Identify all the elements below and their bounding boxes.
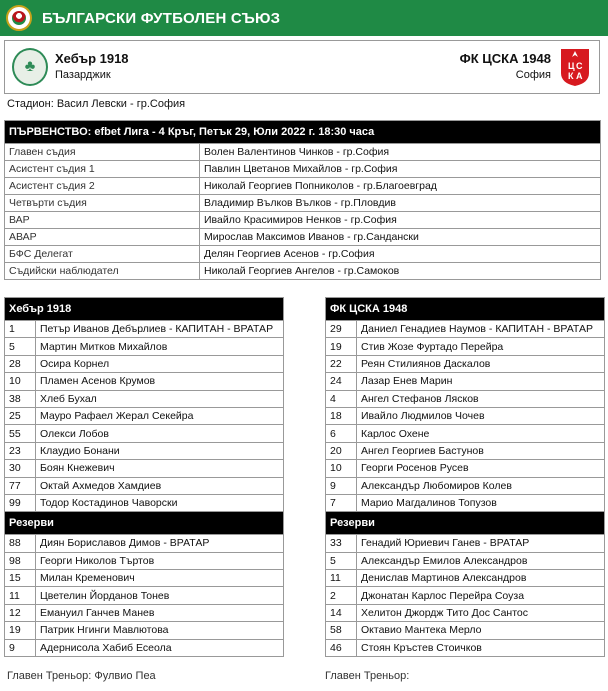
player-name: Мартин Митков Михайлов: [36, 338, 284, 355]
official-row: [5, 144, 601, 161]
player-name: Даниел Генадиев Наумов - КАПИТАН - ВРАТАР: [357, 321, 605, 338]
home-sub-row: [5, 639, 284, 656]
player-number: 11: [326, 570, 357, 587]
home-player-row: [5, 321, 284, 338]
home-lineup-header: [5, 298, 284, 321]
away-player-row: [326, 355, 605, 372]
officials-table: [4, 120, 601, 280]
official-row: [5, 263, 601, 280]
player-name: Георги Росенов Русев: [357, 460, 605, 477]
player-name: Ивайло Людмилов Чочев: [357, 407, 605, 424]
away-player-row: [326, 442, 605, 459]
player-number: 6: [326, 425, 357, 442]
player-name: Георги Николов Търтов: [36, 552, 284, 569]
player-number: 9: [326, 477, 357, 494]
player-name: Мауро Рафаел Жерал Секейра: [36, 407, 284, 424]
player-number: 15: [5, 570, 36, 587]
official-role: Главен съдия: [5, 144, 200, 161]
player-name: Емануил Ганчев Манев: [36, 604, 284, 621]
official-row: [5, 195, 601, 212]
official-name: Ивайло Красимиров Ненков - гр.София: [200, 212, 601, 229]
away-team-name: ФК ЦСКА 1948: [459, 51, 551, 66]
player-number: 99: [5, 494, 36, 511]
player-name: Осира Корнел: [36, 355, 284, 372]
player-number: 5: [326, 552, 357, 569]
player-name: Цветелин Йорданов Тонев: [36, 587, 284, 604]
player-name: Александър Любомиров Колев: [357, 477, 605, 494]
away-lineup-title: ФК ЦСКА 1948: [326, 298, 605, 321]
home-team-name: Хебър 1918: [55, 51, 129, 66]
player-name: Клаудио Бонани: [36, 442, 284, 459]
player-number: 22: [326, 355, 357, 372]
home-player-row: [5, 460, 284, 477]
away-sub-row: [326, 639, 605, 656]
player-name: Александър Емилов Александров: [357, 552, 605, 569]
home-sub-row: [5, 622, 284, 639]
svg-text:Ц: Ц: [568, 61, 575, 71]
home-player-row: [5, 390, 284, 407]
official-role: АВАР: [5, 229, 200, 246]
away-sub-row: [326, 535, 605, 552]
player-name: Хелитон Джордж Тито Дос Сантос: [357, 604, 605, 621]
svg-text:С: С: [576, 61, 583, 71]
official-role: Съдийски наблюдател: [5, 263, 200, 280]
stadium-info: Стадион: Васил Левски - гр.София: [7, 98, 186, 110]
player-number: 28: [5, 355, 36, 372]
official-name: Волен Валентинов Чинков - гр.София: [200, 144, 601, 161]
player-number: 98: [5, 552, 36, 569]
player-name: Стоян Кръстев Стоичков: [357, 639, 605, 656]
official-role: Асистент съдия 2: [5, 178, 200, 195]
official-row: [5, 229, 601, 246]
player-name: Денислав Мартинов Александров: [357, 570, 605, 587]
match-info: ПЪРВЕНСТВО: efbet Лига - 4 Кръг, Петък 29, Юли 2022 г. 18:30 часа: [5, 121, 601, 144]
official-role: ВАР: [5, 212, 200, 229]
home-coach: Главен Треньор: Фулвио Пеа: [7, 670, 156, 682]
player-name: Боян Кнежевич: [36, 460, 284, 477]
player-name: Петър Иванов Дебърлиев - КАПИТАН - ВРАТАР: [36, 321, 284, 338]
player-number: 9: [5, 639, 36, 656]
player-name: Милан Кременович: [36, 570, 284, 587]
away-sub-row: [326, 604, 605, 621]
away-player-row: [326, 477, 605, 494]
away-sub-row: [326, 622, 605, 639]
player-number: 23: [5, 442, 36, 459]
player-number: 19: [326, 338, 357, 355]
player-number: 46: [326, 639, 357, 656]
official-name: Мирослав Максимов Иванов - гр.Сандански: [200, 229, 601, 246]
player-name: Хлеб Бухал: [36, 390, 284, 407]
official-row: [5, 212, 601, 229]
home-player-row: [5, 442, 284, 459]
home-lineup-table: [4, 297, 284, 657]
home-team-logo: ♣: [12, 48, 48, 86]
home-sub-row: [5, 570, 284, 587]
player-name: Адернисола Хабиб Есеола: [36, 639, 284, 656]
player-name: Олекси Лобов: [36, 425, 284, 442]
home-player-row: [5, 355, 284, 372]
player-number: 10: [326, 460, 357, 477]
player-number: 33: [326, 535, 357, 552]
player-name: Диян Бориславов Димов - ВРАТАР: [36, 535, 284, 552]
official-role: Четвърти съдия: [5, 195, 200, 212]
player-number: 1: [5, 321, 36, 338]
home-player-row: [5, 494, 284, 511]
federation-header: [0, 0, 608, 36]
player-number: 58: [326, 622, 357, 639]
player-name: Карлос Охене: [357, 425, 605, 442]
away-player-row: [326, 338, 605, 355]
federation-logo: [6, 5, 32, 31]
player-name: Пламен Асенов Крумов: [36, 373, 284, 390]
player-name: Марио Магдалинов Топузов: [357, 494, 605, 511]
official-name: Николай Георгиев Ангелов - гр.Самоков: [200, 263, 601, 280]
away-player-row: [326, 373, 605, 390]
federation-title: БЪЛГАРСКИ ФУТБОЛЕН СЪЮЗ: [42, 9, 281, 27]
player-name: Ангел Стефанов Лясков: [357, 390, 605, 407]
player-number: 10: [5, 373, 36, 390]
player-name: Генадий Юриевич Ганев - ВРАТАР: [357, 535, 605, 552]
away-player-row: [326, 425, 605, 442]
player-number: 12: [5, 604, 36, 621]
player-number: 20: [326, 442, 357, 459]
official-role: Асистент съдия 1: [5, 161, 200, 178]
teams-panel: [4, 40, 600, 94]
player-number: 7: [326, 494, 357, 511]
player-name: Октай Ахмедов Хамдиев: [36, 477, 284, 494]
away-team-city: София: [515, 69, 551, 81]
away-player-row: [326, 460, 605, 477]
home-player-row: [5, 338, 284, 355]
player-number: 11: [5, 587, 36, 604]
player-name: Тодор Костадинов Чаворски: [36, 494, 284, 511]
home-sub-row: [5, 552, 284, 569]
official-name: Павлин Цветанов Михайлов - гр.София: [200, 161, 601, 178]
official-name: Делян Георгиев Асенов - гр.София: [200, 246, 601, 263]
official-name: Николай Георгиев Попниколов - гр.Благоевград: [200, 178, 601, 195]
official-name: Владимир Вълков Вълков - гр.Пловдив: [200, 195, 601, 212]
away-sub-row: [326, 570, 605, 587]
match-info-row: [5, 121, 601, 144]
away-sub-row: [326, 587, 605, 604]
player-number: 4: [326, 390, 357, 407]
player-name: Лазар Енев Марин: [357, 373, 605, 390]
home-sub-row: [5, 587, 284, 604]
player-name: Патрик Нгинги Мавлютова: [36, 622, 284, 639]
svg-text:А: А: [576, 71, 583, 81]
away-team-logo: [559, 47, 591, 87]
player-name: Джонатан Карлос Перейра Соуза: [357, 587, 605, 604]
away-lineup-header: [326, 298, 605, 321]
home-player-row: [5, 425, 284, 442]
player-number: 25: [5, 407, 36, 424]
player-number: 24: [326, 373, 357, 390]
home-player-row: [5, 477, 284, 494]
home-lineup-title: Хебър 1918: [5, 298, 284, 321]
player-number: 29: [326, 321, 357, 338]
player-number: 77: [5, 477, 36, 494]
player-name: Стив Жозе Фуртадо Перейра: [357, 338, 605, 355]
official-role: БФС Делегат: [5, 246, 200, 263]
player-number: 2: [326, 587, 357, 604]
home-player-row: [5, 407, 284, 424]
official-row: [5, 178, 601, 195]
away-lineup-table: [325, 297, 605, 657]
official-row: [5, 161, 601, 178]
player-name: Реян Стилиянов Даскалов: [357, 355, 605, 372]
away-player-row: [326, 494, 605, 511]
player-number: 14: [326, 604, 357, 621]
player-name: Ангел Георгиев Бастунов: [357, 442, 605, 459]
official-row: [5, 246, 601, 263]
away-subs-title: Резерви: [326, 512, 605, 535]
away-sub-row: [326, 552, 605, 569]
svg-text:К: К: [568, 71, 574, 81]
home-subs-title: Резерви: [5, 512, 284, 535]
home-sub-row: [5, 535, 284, 552]
home-team-city: Пазарджик: [55, 69, 111, 81]
away-player-row: [326, 390, 605, 407]
away-subs-header: [326, 512, 605, 535]
player-number: 5: [5, 338, 36, 355]
home-subs-header: [5, 512, 284, 535]
player-number: 55: [5, 425, 36, 442]
home-sub-row: [5, 604, 284, 621]
home-player-row: [5, 373, 284, 390]
player-number: 30: [5, 460, 36, 477]
away-coach: Главен Треньор:: [325, 670, 410, 682]
player-name: Октавио Мантека Мерло: [357, 622, 605, 639]
player-number: 88: [5, 535, 36, 552]
player-number: 18: [326, 407, 357, 424]
player-number: 38: [5, 390, 36, 407]
player-number: 19: [5, 622, 36, 639]
away-player-row: [326, 321, 605, 338]
away-player-row: [326, 407, 605, 424]
